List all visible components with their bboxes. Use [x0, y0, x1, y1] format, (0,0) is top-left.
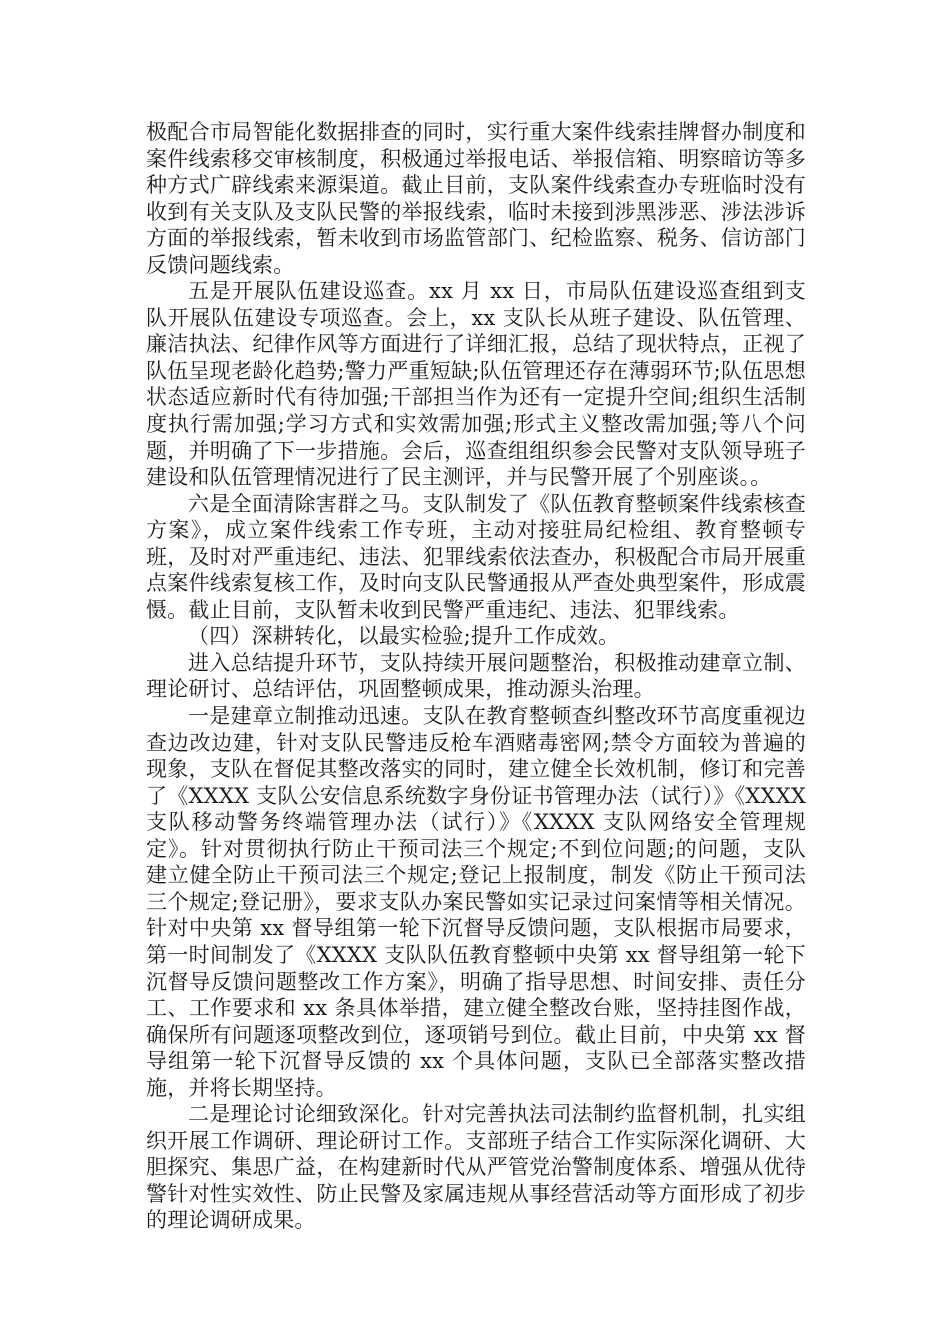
paragraph-3: 六是全面清除害群之马。支队制发了《队伍教育整顿案件线索核查方案》，成立案件线索工作专班，主动对接驻局纪检组、教育整顿专班，及时对严重违纪、违法、犯罪线索依法查办，积极配合市局开展重点案件线索复核工作，及时向支队民警通报从严查处典型案件，形成震慑。截止目前，支队暂未收到民警严重违纪、违法、犯罪线索。 [146, 491, 806, 622]
paragraph-5: 进入总结提升环节，支队持续开展问题整治，积极推动建章立制、理论研讨、总结评估，巩固整顿成果，推动源头治理。 [146, 650, 806, 702]
paragraph-6: 一是建章立制推动迅速。支队在教育整顿查纠整改环节高度重视边查边改边建，针对支队民警违反枪车酒赌毒密网;禁令方面较为普遍的现象，支队在督促其整改落实的同时，建立健全长效机制，修订和完善了《XXXX 支队公安信息系统数字身份证书管理办法（试行）》《XXXX 支队移动警务终端管理办法（试行）》《XXXX 支队网络安全管理规定》。针对贯彻执行防止干预司法三个规定;不到位问题;的问题，支队建立健全防止干预司法三个规定;登记上报制度，制发《防止干预司法三个规定;登记册》，要求支队办案民警如实记录过问案情等相关情况。针对中央第 xx 督导组第一轮下沉督导反馈问题，支队根据市局要求，第一时间制发了《XXXX 支队队伍教育整顿中央第 xx 督导组第一轮下沉督导反馈问题整改工作方案》，明确了指导思想、时间安排、责任分工、工作要求和 xx 条具体举措，建立健全整改台账，坚持挂图作战，确保所有问题逐项整改到位，逐项销号到位。截止目前，中央第 xx 督导组第一轮下沉督导反馈的 xx 个具体问题，支队已全部落实整改措施，并将长期坚持。 [146, 704, 806, 1100]
document-body [146, 119, 806, 1234]
section-heading: （四）深耕转化，以最实检验;提升工作成效。 [188, 624, 620, 649]
paragraph-2: 五是开展队伍建设巡查。xx 月 xx 日，市局队伍建设巡查组到支队开展队伍建设专项巡查。会上，xx 支队长从班子建设、队伍管理、廉洁执法、纪律作风等方面进行了详细汇报，总结了现状特点，正视了队伍呈现老龄化趋势;警力严重短缺;队伍管理还存在薄弱环节;队伍思想状态适应新时代有待加强;干部担当作为还有一定提升空间;组织生活制度执行需加强;学习方式和实效需加强;形式主义整改需加强;等八个问题，并明确了下一步措施。会后，巡查组组织参会民警对支队领导班子建设和队伍管理情况进行了民主测评，并与民警开展了个别座谈。。 [146, 279, 806, 490]
paragraph-1: 极配合市局智能化数据排查的同时，实行重大案件线索挂牌督办制度和案件线索移交审核制度，积极通过举报电话、举报信箱、明察暗访等多种方式广辟线索来源渠道。截止目前，支队案件线索查办专班临时没有收到有关支队及支队民警的举报线索，临时未接到涉黑涉恶、涉法涉诉方面的举报线索，暂未收到市场监管部门、纪检监察、税务、信访部门反馈问题线索。 [146, 120, 806, 277]
paragraph-7: 二是理论讨论细致深化。针对完善执法司法制约监督机制，扎实组织开展工作调研、理论研讨工作。支部班子结合工作实际深化调研、大胆探究、集思广益，在构建新时代从严管党治警制度体系、增强从优待警针对性实效性、防止民警及家属违规从事经营活动等方面形成了初步的理论调研成果。 [146, 1102, 806, 1233]
